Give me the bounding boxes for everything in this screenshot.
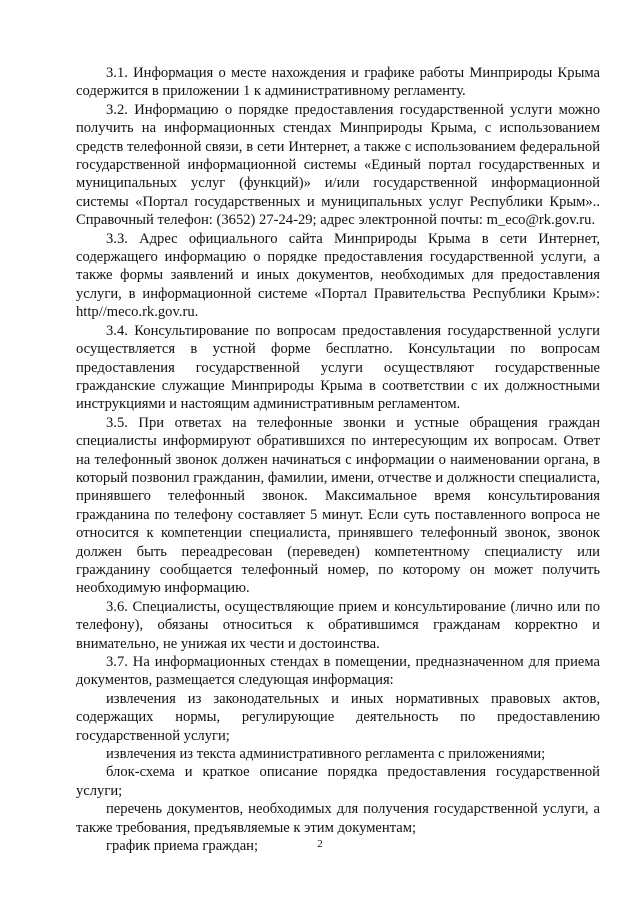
- list-item-flowchart: блок-схема и краткое описание порядка предоставления государственной услуги;: [76, 764, 600, 799]
- list-item-legal-extracts: извлечения из законодательных и иных нормативных правовых актов, содержащих нормы, регулирующие деятельность по предоставлению государственной услуги;: [76, 690, 600, 744]
- paragraph-3-5: 3.5. При ответах на телефонные звонки и устные обращения граждан специалисты информируют обратившихся по интересующим их вопросам. Ответ на телефонный звонок должен начинаться с информации о наименовании органа, в который позвонил гражданин, фамилии, имени, отчестве и должности специалиста, принявшего телефонный звонок. Максимальное время консультирования гражданина по телефону составляет 5 минут. Если суть поставленного вопроса не относится к компетенции специалиста, принявшего телефонный звонок, звонок должен быть переадресован (переведен) компетентному специалисту или гражданину сообщается телефонный номер, по которому он может получить необходимую информацию.: [76, 414, 600, 597]
- document-body: [76, 64, 600, 855]
- list-item-document-list: перечень документов, необходимых для получения государственной услуги, а также требования, предъявляемые к этим документам;: [76, 801, 600, 836]
- paragraph-3-4: 3.4. Консультирование по вопросам предоставления государственной услуги осуществляется в устной форме бесплатно. Консультации по вопросам предоставления государственной услуги осуществляют государственные гражданские служащие Минприроды Крыма в соответствии с их должностными инструкциями и настоящим административным регламентом.: [76, 322, 600, 413]
- paragraph-3-3: 3.3. Адрес официального сайта Минприроды Крыма в сети Интернет, содержащего информацию о порядке предоставления государственной услуги, а также формы заявлений и иных документов, необходимых для предоставления услуги, в информационной системе «Портал Правительства Республики Крым»: http//meco.rk.gov.ru.: [76, 230, 600, 321]
- paragraph-3-1: 3.1. Информация о месте нахождения и графике работы Минприроды Крыма содержится в приложении 1 к административному регламенту.: [76, 65, 600, 100]
- list-item-regulation-extracts: извлечения из текста административного регламента с приложениями;: [106, 746, 546, 763]
- paragraph-3-2: 3.2. Информацию о порядке предоставления государственной услуги можно получить на информационных стендах Минприроды Крыма, с использованием средств телефонной связи, в сети Интернет, а также с использованием федеральной государственной информационной системы «Единый портал государственных и муниципальных услуг (функций)» и/или государственной информационной системы «Портал государственных и муниципальных услуг Республики Крым».. Справочный телефон: (3652) 27-24-29; адрес электронной почты: m_eco@rk.gov.ru.: [76, 101, 600, 229]
- paragraph-3-7: 3.7. На информационных стендах в помещении, предназначенном для приема документов, размещается следующая информация:: [76, 654, 600, 689]
- paragraph-3-6: 3.6. Специалисты, осуществляющие прием и консультирование (лично или по телефону), обязаны относиться к обратившимся гражданам корректно и внимательно, не унижая их чести и достоинства.: [76, 598, 600, 652]
- page-number: 2: [317, 838, 323, 850]
- list-item-reception-schedule: график приема граждан;: [106, 838, 259, 855]
